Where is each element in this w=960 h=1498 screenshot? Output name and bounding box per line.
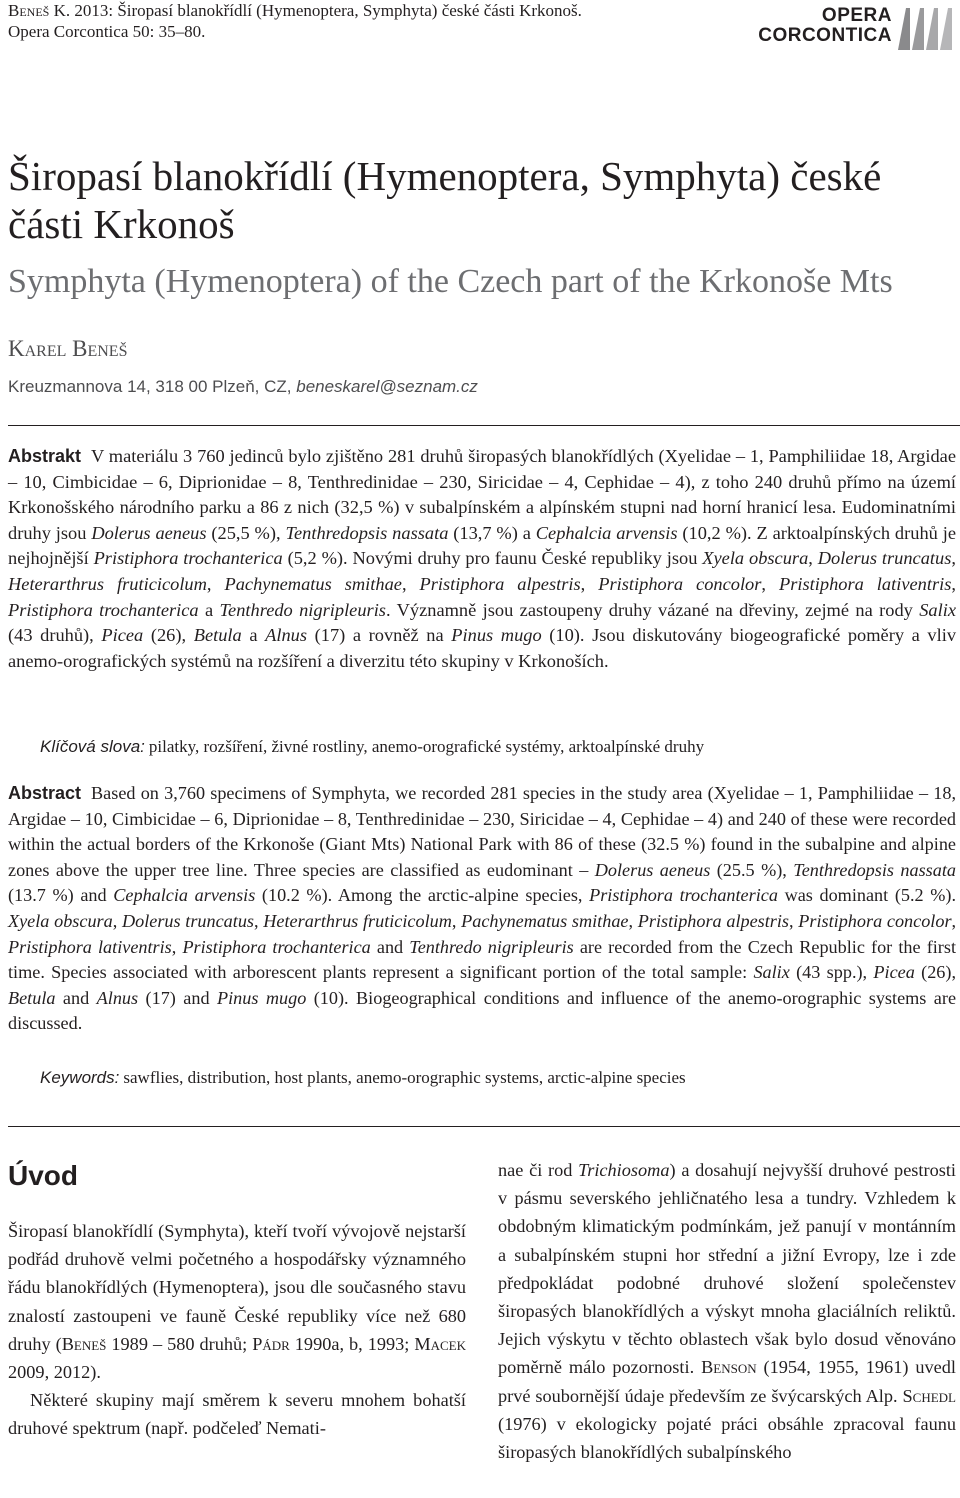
reference-author: Beneš xyxy=(61,1333,107,1354)
text: (25,5 %), xyxy=(206,522,286,543)
text: . Významně jsou zastoupeny druhy vázané na dřeviny, zejmé na rody xyxy=(385,599,920,620)
species: Dolerus truncatus xyxy=(121,910,255,931)
species: Alnus xyxy=(265,625,308,646)
journal-logo xyxy=(758,2,954,50)
text: nae či rod xyxy=(498,1160,579,1180)
address-text: Kreuzmannova 14, 318 00 Plzeň, CZ, xyxy=(8,377,297,396)
text: Based on 3,760 specimens of Symphyta, we recorded 281 species in the study area (Xyelidae – 1, Pamphiliidae – 18, Argidae – 10, Cimbicidae – 6, Diprionidae – 8, Tenthredinidae – 230, Siricidae – 4, Cephidae – 4) and 240 of these were recorded within the actual borders of the Krkonoše (Giant Mts) National Park with 86 of these (32.5 %) found in the subalpine and alpine zones above the upper tree line. Three species are classified as eudominant – xyxy=(8,783,956,880)
text: 2009, 2012). xyxy=(8,1362,101,1383)
text: , xyxy=(171,936,183,957)
species: Tenthredo nigripleuris xyxy=(409,936,574,957)
text: (1976) v ekologicky pojaté práci obsáhle zpracoval faunu širopasých blanokřídlých subalpínského xyxy=(498,1413,956,1463)
title-english: Symphyta (Hymenoptera) of the Czech part of the Krkonoše Mts xyxy=(8,263,893,300)
text: was dominant (5.2 %). xyxy=(777,885,957,906)
species: Heterarthrus fruticicolum xyxy=(8,573,207,594)
text: (1954, 1955, 1961) uvedl prvé soubornější údaje především ze švýcarských Alp. xyxy=(498,1357,956,1406)
text: (5,2 %). Novými druhy pro faunu České republiky jsou xyxy=(282,548,703,569)
citation-line-1 xyxy=(8,0,582,21)
keywords-english-heading: Keywords: xyxy=(40,1068,120,1087)
abstract-english-heading: Abstract xyxy=(8,783,82,803)
citation-line-1-rest: K. 2013: Širopasí blanokřídlí (Hymenoptera, Symphyta) české části Krkonoš. xyxy=(49,1,582,20)
species: Pristiphora concolor xyxy=(598,573,762,594)
species: Trichiosoma xyxy=(578,1160,670,1180)
species: Pachynematus smithae xyxy=(461,910,629,931)
species: Tenthredo nigripleuris xyxy=(219,599,386,620)
text: (17) and xyxy=(138,987,217,1008)
text: (10). Biogeographical conditions and influence of the anemo-orographic systems are discussed. xyxy=(8,987,957,1034)
text: , xyxy=(789,910,799,931)
keywords-english-text: sawflies, distribution, host plants, anemo-orographic systems, arctic-alpine species xyxy=(123,1068,686,1087)
text: , xyxy=(628,910,638,931)
species: Dolerus aeneus xyxy=(91,522,207,543)
abstract-english xyxy=(8,781,956,1037)
intro-left-column xyxy=(8,1217,466,1443)
species: Picea xyxy=(873,962,915,983)
reference-author: Benson xyxy=(701,1357,757,1378)
intro-paragraph-1 xyxy=(8,1217,466,1386)
species: Salix xyxy=(919,599,956,620)
mountain-logo-icon xyxy=(896,6,954,50)
divider-bottom xyxy=(8,1126,960,1127)
text: (10,2 %). Z arktoalpínských druhů je nejhojnější xyxy=(8,522,956,569)
species: Pristiphora alpestris xyxy=(419,573,581,594)
title-czech: Širopasí blanokřídlí (Hymenoptera, Symphyta) české části Krkonoš xyxy=(8,153,882,247)
text: (43 spp.), xyxy=(789,962,874,983)
text: a xyxy=(198,599,220,620)
text: , xyxy=(580,573,599,594)
text: (17) a rovněž na xyxy=(307,625,452,646)
text: ) a dosahují nejvyšší druhové pestrosti v pásmu severského jehličnatého lesa a tundry. Vzhledem k obdobným klimatickým podmínkám, jež panují v montánním a subalpínském stupni hor střední a jižní Evropy, lze i zde předpokládat podobné druhové složení společenstev širopasých blanokřídlých a výskyt mnoha glaciálních reliktů. Jejich výskytu v těchto oblastech však bylo dosud věnováno poměrně málo pozornosti. xyxy=(498,1160,956,1378)
text: (13,7 %) a xyxy=(448,522,536,543)
species: Tenthredopsis nassata xyxy=(793,859,957,880)
text: , xyxy=(206,573,225,594)
citation-line-2: Opera Corcontica 50: 35–80. xyxy=(8,22,206,41)
species: Pristiphora trochanterica xyxy=(589,885,778,906)
text: , xyxy=(808,548,818,569)
intro-right-column xyxy=(498,1156,956,1466)
author-name: Karel Beneš xyxy=(8,336,128,361)
reference-author: Pádr xyxy=(252,1333,290,1354)
citation-author: Beneš xyxy=(8,1,50,20)
text: , xyxy=(112,910,122,931)
text: Širopasí blanokřídlí (Symphyta), kteří tvoří vývojově nejstarší podřád druhově velmi početného a hospodářsky významného řádu blanokřídlých (Hymenoptera), jsou dle současného stavu znalostí zastoupeni ve fauně České republiky více než 680 druhy ( xyxy=(8,1221,466,1354)
species: Pristiphora concolor xyxy=(798,910,952,931)
section-heading-uvod: Úvod xyxy=(8,1160,78,1191)
species: Salix xyxy=(753,962,790,983)
species: Cephalcia arvensis xyxy=(535,522,678,543)
intro-paragraph-2: Některé skupiny mají směrem k severu mnohem bohatší druhové spektrum (např. podčeleď Nemati- xyxy=(8,1390,466,1439)
text: 1989 – 580 druhů; xyxy=(106,1333,253,1354)
text: (13.7 %) and xyxy=(8,885,114,906)
species: Pinus mugo xyxy=(451,625,542,646)
species: Pristiphora lativentris xyxy=(8,936,172,957)
species: Pristiphora trochanterica xyxy=(182,936,371,957)
text: , xyxy=(401,573,420,594)
keywords-czech-text: pilatky, rozšíření, živné rostliny, anemo-orografické systémy, arktoalpínské druhy xyxy=(148,737,705,756)
text: , xyxy=(761,573,779,594)
species: Pristiphora trochanterica xyxy=(93,548,283,569)
author-email[interactable]: beneskarel@seznam.cz xyxy=(296,377,478,396)
abstract-czech xyxy=(8,444,956,674)
logo-text xyxy=(758,6,892,46)
species: Pristiphora trochanterica xyxy=(8,599,199,620)
text: , xyxy=(951,548,956,569)
reference-author: Schedl xyxy=(902,1385,956,1406)
species: Picea xyxy=(101,625,144,646)
text: , xyxy=(451,910,462,931)
text: (26), xyxy=(914,962,956,983)
text: (43 druhů), xyxy=(8,625,102,646)
species: Dolerus truncatus xyxy=(817,548,952,569)
species: Pristiphora lativentris xyxy=(779,573,952,594)
text: are recorded from the Czech Republic for the first time. Species associated with arborescent plants represent a significant portion of the total sample: xyxy=(8,936,956,983)
species: Xyela obscura xyxy=(702,548,809,569)
species: Betula xyxy=(8,987,56,1008)
intro-paragraph-2-continued xyxy=(498,1156,956,1466)
species: Alnus xyxy=(96,987,139,1008)
text: , xyxy=(254,910,264,931)
keywords-czech xyxy=(40,736,704,758)
reference-author: Macek xyxy=(414,1333,466,1354)
abstract-czech-heading: Abstrakt xyxy=(8,446,82,466)
logo-line-2: CORCONTICA xyxy=(758,25,892,46)
text: (25.5 %), xyxy=(710,859,794,880)
species: Dolerus aeneus xyxy=(594,859,711,880)
logo-line-1: OPERA xyxy=(821,5,892,26)
species: Betula xyxy=(193,625,242,646)
abstract-czech-body xyxy=(8,446,956,671)
species: Pristiphora alpestris xyxy=(637,910,790,931)
text: and xyxy=(55,987,97,1008)
text: (10.2 %). Among the arctic-alpine species, xyxy=(255,885,590,906)
text: a xyxy=(241,625,266,646)
text: , xyxy=(951,573,956,594)
text: , xyxy=(951,910,957,931)
species: Cephalcia arvensis xyxy=(113,885,256,906)
divider-top xyxy=(8,425,960,426)
species: Tenthredopsis nassata xyxy=(285,522,449,543)
text: V materiálu 3 760 jedinců bylo zjištěno 281 druhů širopasých blanokřídlých (Xyelidae – 1, Pamphiliidae 18, Argidae – 10, Cimbicidae – 6, Diprionidae – 8, Tenthredinidae – 230, Siricidae – 4, Cephidae – 4), z toho 240 druhů přímo na území Krkonošského národního parku a 86 z nich (32,5 %) v subalpínském a alpínském stupni nad horní hranicí lesa. Eudominatními druhy jsou xyxy=(8,446,956,543)
species: Heterarthrus fruticicolum xyxy=(263,910,452,931)
species: Pachynematus smithae xyxy=(224,573,402,594)
species: Xyela obscura xyxy=(8,910,113,931)
text: (26), xyxy=(143,625,194,646)
species: Pinus mugo xyxy=(217,987,307,1008)
keywords-czech-heading: Klíčová slova: xyxy=(40,737,145,756)
author-address xyxy=(8,376,478,398)
text: 1990a, b, 1993; xyxy=(289,1333,415,1354)
keywords-english xyxy=(40,1067,686,1089)
citation xyxy=(8,0,582,42)
text: (10). Jsou diskutovány biogeografické poměry a vliv anemo-orografických systémů na rozšíření a diverzitu této skupiny v Krkonoších. xyxy=(8,625,957,671)
text: and xyxy=(370,936,410,957)
